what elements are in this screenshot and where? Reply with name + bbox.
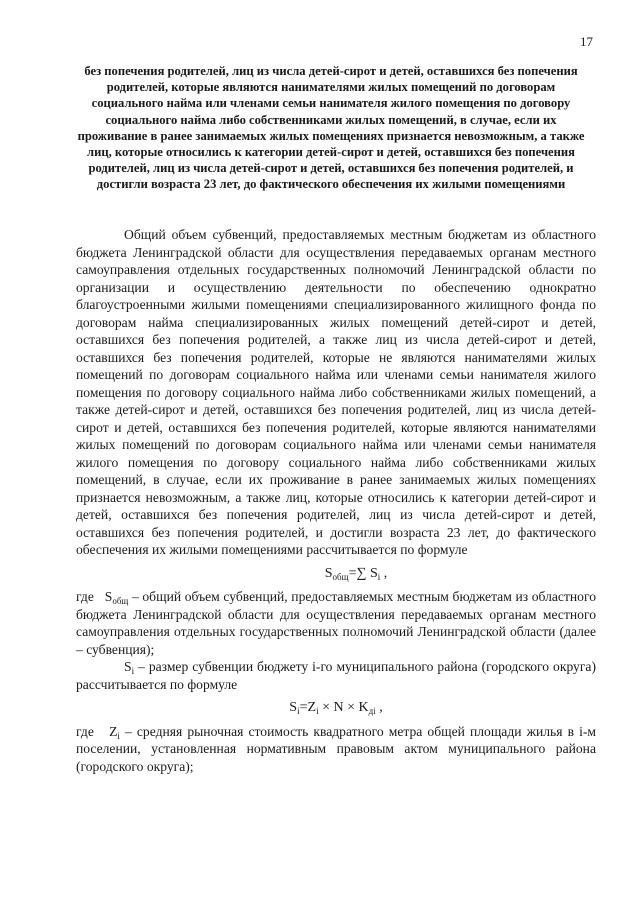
page-number: 17	[580, 34, 593, 49]
definition-z-i: где $Z_i$ – средняя рыночная стоимость квадратного метра общей площади жилья в i-м поселении, установленная нормативным правовым актом муниципального района (городского округа);	[76, 723, 597, 774]
paragraph-total-subvention: Общий объем субвенций, предоставляемых местным бюджетам из областного бюджета Ленинградской области для осуществления передаваемых органам местного самоуправления отдельных государственных полномочий Ленинградской области по организации и осуществлению деятельности по обеспечению однократно благоустроенными жилыми помещениями специализированного жилищного фонда по договорам найма специализированных жилых помещений детей-сирот и детей, оставшихся без попечения родителей, а также лиц из числа детей-сирот и детей, оставшихся без попечения родителей, которые не являются нанимателями жилых помещений по договорам социального найма или членами семьи нанимателя жилого помещения по договору социального найма либо собственниками жилых помещений, а также детей-сирот и детей, оставшихся без попечения родителей, лиц из числа детей-сирот и детей, оставшихся без попечения родителей, которые являются нанимателями жилых помещений по договорам социального найма или членами семьи нанимателя жилого помещения по договору социального найма либо собственниками жилых помещений, в случае, если их проживание в ранее занимаемых жилых помещениях признается невозможным, а также лиц, которые относились к категории детей-сирот и детей, оставшихся без попечения родителей, лиц из числа детей-сирот и детей, оставшихся без попечения родителей, и достигли возраста 23 лет, до фактического обеспечения их жилыми помещениями рассчитывается по формуле	[76, 227, 596, 557]
formula-total: $S_{общ}=\sum$ $S_i$ ,	[324, 565, 388, 582]
section-heading: без попечения родителей, лиц из числа детей-сирот и детей, оставшихся без попечения родителей, которые являются нанимателями жилых помещений по договорам социального найма или членами семьи нанимателя жилого помещения по договору социального найма либо собственниками жилых помещений, в случае, если их проживание в ранее занимаемых жилых помещениях признается невозможным, а также лиц, которые относились к категории детей-сирот и детей, оставшихся без попечения родителей, лиц из числа детей-сирот и детей, оставшихся без попечения родителей, и достигли возраста 23 лет, до фактического обеспечения их жилыми помещениями	[77, 64, 585, 192]
definition-s-i: $S_i$ – размер субвенции бюджету i-го муниципального района (городского округа) рассчитывается по формуле	[76, 659, 596, 692]
document-body	[76, 226, 596, 775]
definition-s-total: где $S_{общ}$ – общий объем субвенций, предоставляемых местным бюджетам из областного бюджета Ленинградской области для осуществления передаваемых органам местного самоуправления отдельных государственных полномочий Ленинградской области (далее – субвенция);	[76, 589, 596, 657]
formula-s-i: $S_i=Z_i \times N \times K_{дi}$ ,	[289, 700, 383, 716]
